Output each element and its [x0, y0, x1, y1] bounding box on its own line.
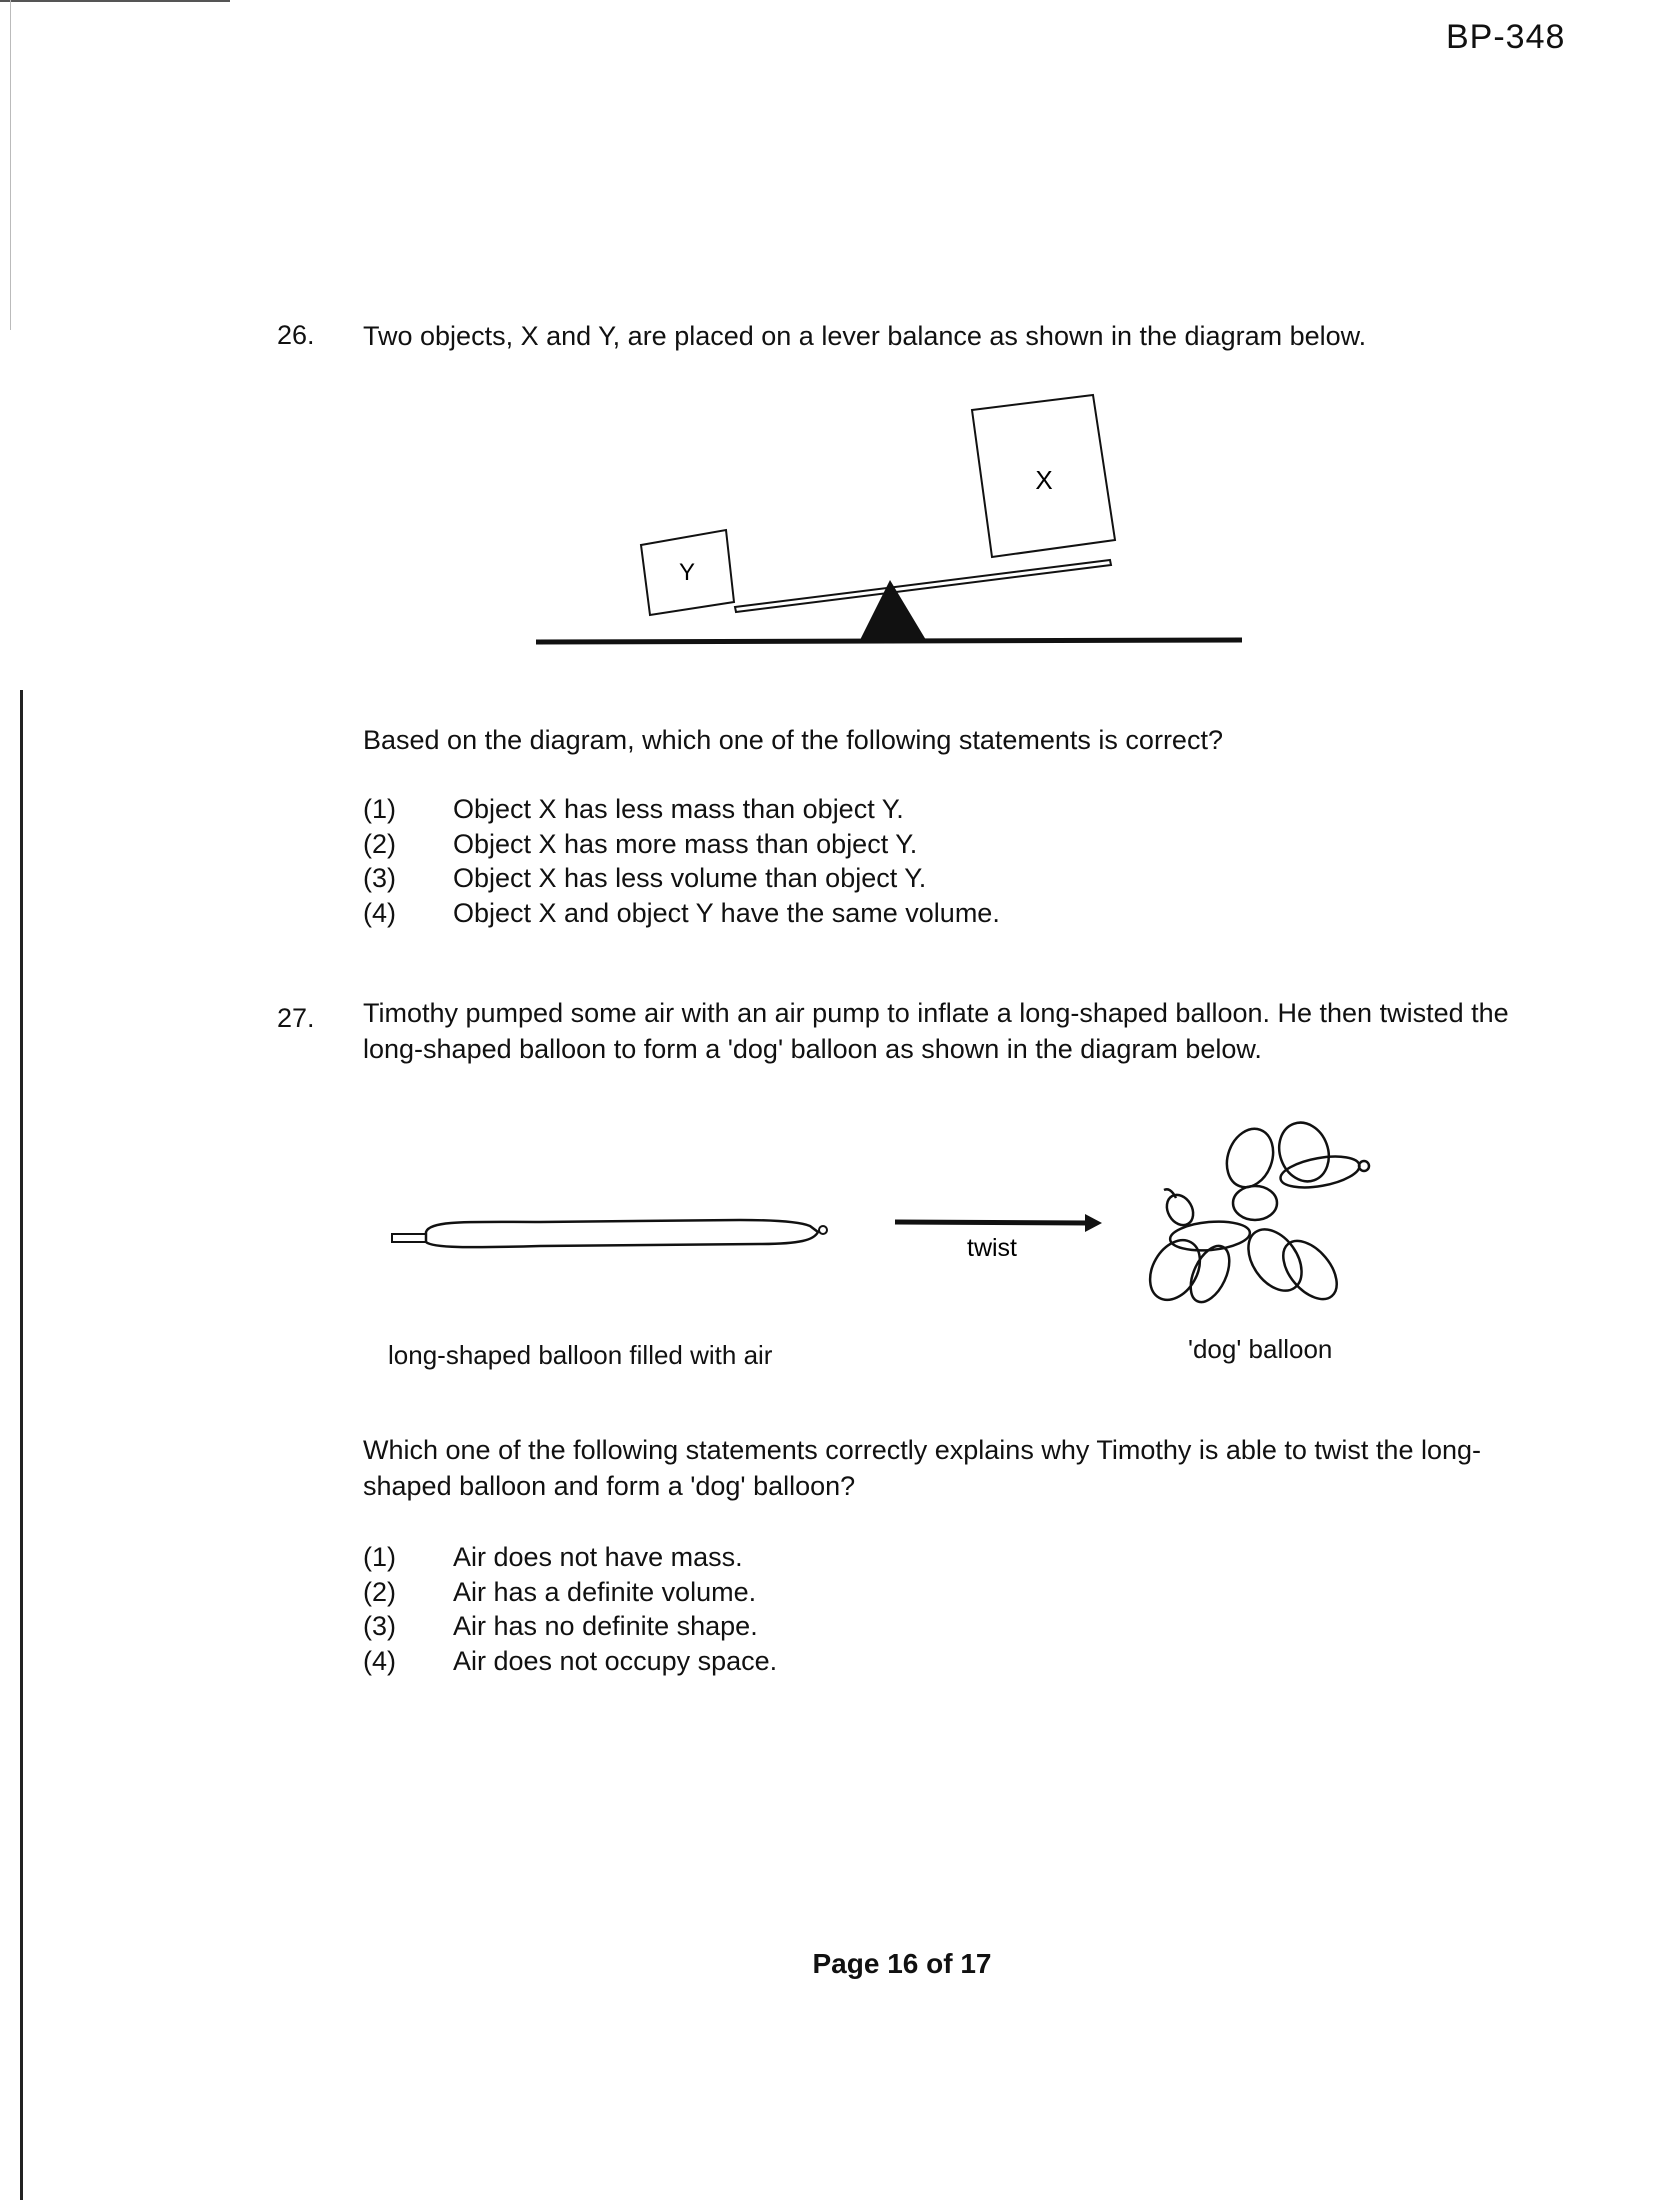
long-balloon [392, 1220, 827, 1247]
question-27-prompt: Which one of the following statements correctly explains why Timothy is able to twist the long-shaped balloon and form a 'dog' balloon? [363, 1435, 1482, 1501]
option-number: (1) [363, 1542, 396, 1572]
option-row [363, 1609, 777, 1644]
option-number: (3) [363, 1611, 396, 1641]
scan-edge-left-faint [10, 0, 11, 330]
question-26-options [363, 792, 1000, 930]
option-row [363, 1575, 777, 1610]
option-text: Air does not occupy space. [453, 1645, 778, 1676]
option-row [363, 1540, 777, 1575]
lever-balance-diagram [530, 390, 1250, 660]
page-number: Page 16 of 17 [812, 1948, 992, 1979]
question-27-options [363, 1540, 777, 1678]
option-text: Object X has less mass than object Y. [453, 794, 904, 824]
scan-edge-top [0, 0, 230, 2]
option-row [363, 1644, 777, 1679]
option-number: (4) [363, 1645, 396, 1676]
option-text: Air has a definite volume. [453, 1576, 757, 1607]
page-code: BP-348 [1446, 18, 1566, 56]
twist-label: twist [967, 1234, 1017, 1262]
balloon-diagram [380, 1110, 1440, 1340]
question-26-text: Two objects, X and Y, are placed on a lever balance as shown in the diagram below. [363, 321, 1367, 351]
caption-dog-balloon: 'dog' balloon [1188, 1334, 1333, 1364]
question-26-prompt: Based on the diagram, which one of the following statements is correct? [363, 725, 1223, 755]
question-26-number: 26. [277, 320, 315, 350]
option-row [363, 861, 1000, 896]
object-x-label: X [1035, 465, 1053, 495]
option-text: Air does not have mass. [453, 1542, 743, 1572]
lever-beam [735, 560, 1111, 612]
option-number: (4) [363, 897, 396, 928]
option-text: Object X and object Y have the same volume. [453, 897, 1000, 928]
object-y-label: Y [678, 559, 696, 586]
option-text: Air has no definite shape. [453, 1611, 758, 1641]
dog-balloon [1140, 1116, 1369, 1309]
option-row [363, 827, 1000, 862]
option-text: Object X has less volume than object Y. [453, 863, 927, 893]
twist-arrow [895, 1214, 1102, 1232]
caption-long-balloon: long-shaped balloon filled with air [388, 1340, 773, 1370]
option-number: (2) [363, 1576, 396, 1607]
option-text: Object X has more mass than object Y. [453, 828, 918, 859]
option-row [363, 792, 1000, 827]
question-27-number: 27. [277, 1003, 315, 1033]
option-number: (3) [363, 863, 396, 893]
option-row [363, 896, 1000, 931]
question-27-text: Timothy pumped some air with an air pump to inflate a long-shaped balloon. He then twisted the long-shaped balloon to form a 'dog' balloon as shown in the diagram below. [363, 998, 1509, 1064]
option-number: (2) [363, 828, 396, 859]
balance-base [536, 640, 1242, 642]
option-number: (1) [363, 794, 396, 824]
